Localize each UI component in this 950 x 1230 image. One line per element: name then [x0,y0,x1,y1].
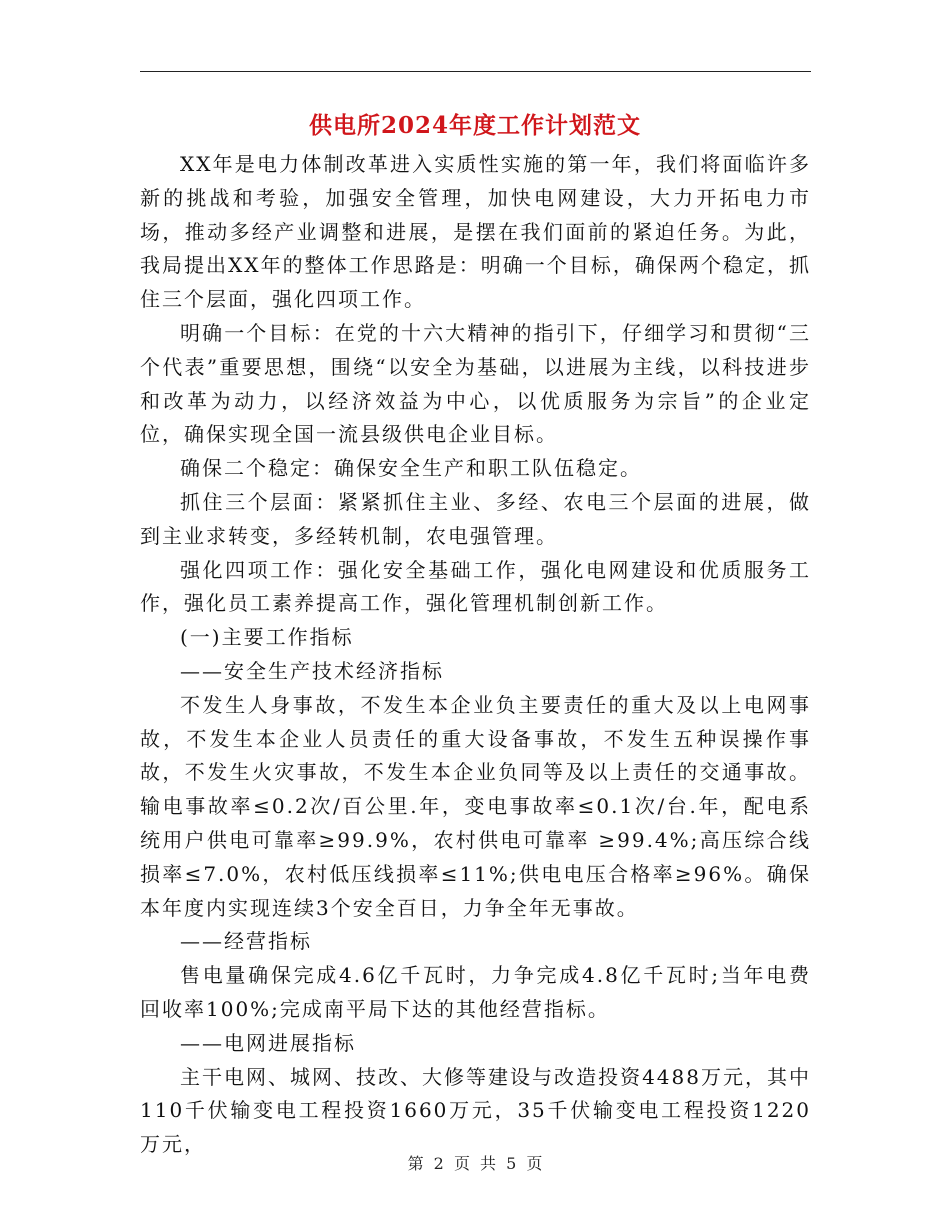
paragraph: 抓住三个层面：紧紧抓住主业、多经、农电三个层面的进展，做到主业求转变，多经转机制，农电强管理。 [140,489,811,548]
subsection-heading: ——安全生产技术经济指标 [180,658,444,683]
paragraph: 明确一个目标：在党的十六大精神的指引下，仔细学习和贯彻“三个代表”重要思想，围绕“以安全为基础，以进展为主线，以科技进步和改革为动力，以经济效益为中心，以优质服务为宗旨”的企业定位，确保实现全国一流县级供电企业目标。 [140,320,811,447]
paragraph: XX年是电力体制改革进入实质性实施的第一年，我们将面临许多新的挑战和考验，加强安全管理，加快电网建设，大力开拓电力市场，推动多经产业调整和进展，是摆在我们面前的紧迫任务。为此，我局提出XX年的整体工作思路是：明确一个目标，确保两个稳定，抓住三个层面，强化四项工作。 [140,152,811,312]
page-number: 第 2 页 共 5 页 [407,1154,543,1173]
header-rule [140,71,811,72]
paragraph: 不发生人身事故，不发生本企业负主要责任的重大及以上电网事故，不发生本企业人员责任的重大设备事故，不发生五种误操作事故，不发生火灾事故，不发生本企业负同等及以上责任的交通事故。输电事故率≤0.2次/百公里.年，变电事故率≤0.1次/台.年，配电系统用户供电可靠率≥99.9%，农村供电可靠率 ≥99.4%;高压综合线损率≤7.0%，农村低压线损率≤11%;供电电压合格率≥96%。确保本年度内实现连续3个安全百日，力争全年无事故。 [140,692,811,920]
subsection-heading: ——电网进展指标 [180,1030,356,1055]
paragraph: 售电量确保完成4.6亿千瓦时，力争完成4.8亿千瓦时;当年电费回收率100%;完成南平局下达的其他经营指标。 [140,963,811,1021]
paragraph: 强化四项工作：强化安全基础工作，强化电网建设和优质服务工作，强化员工素养提高工作，强化管理机制创新工作。 [140,557,811,616]
subsection-heading: ——经营指标 [180,929,312,954]
paragraph: 确保二个稳定：确保安全生产和职工队伍稳定。 [180,456,642,481]
section-heading: (一)主要工作指标 [180,625,354,650]
paragraph: 主干电网、城网、技改、大修等建设与改造投资4488万元，其中110千伏输变电工程投资1660万元，35千伏输变电工程投资1220万元， [140,1064,811,1157]
document-title: 供电所2024年度工作计划范文 [308,112,641,139]
document-body [140,148,811,1162]
